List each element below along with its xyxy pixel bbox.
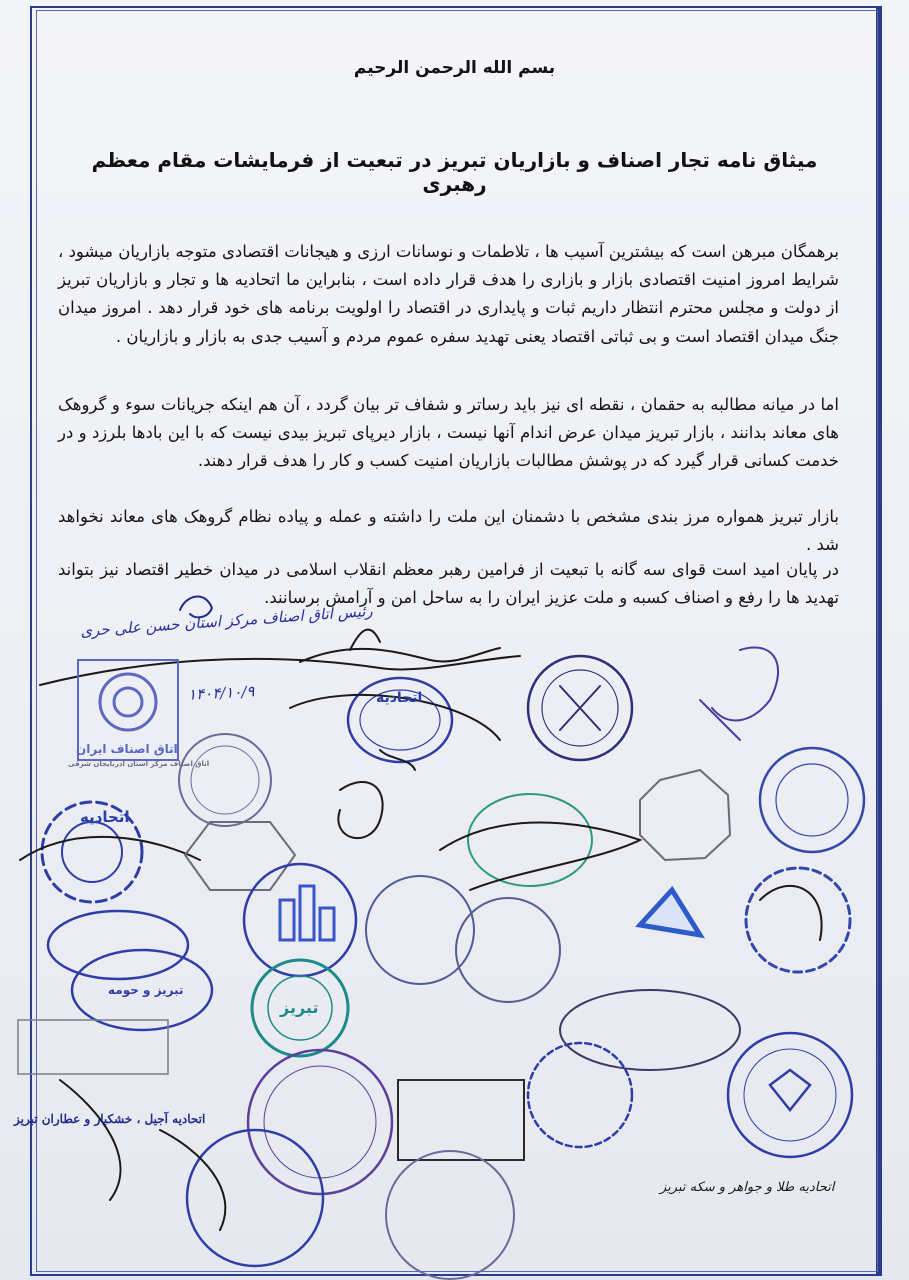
paragraph-3: بازار تبریز همواره مرز بندی مشخص با دشمنان این ملت را داشته و عمله و پیاده نظام گروهک های معاند نخواهد شد . bbox=[58, 507, 839, 555]
document-title: میثاق نامه تجار اصناف و بازاریان تبریز در تبعیت از فرمایشات مقام معظم رهبری bbox=[91, 148, 818, 196]
head-signature: رئیس اتاق اصناف مرکز استان حسن علی حری bbox=[79, 601, 374, 641]
signature-date: ۱۴۰۴/۱۰/۹ bbox=[187, 682, 255, 704]
chamber-stamp-text: اتاق اصناف ایران bbox=[76, 742, 178, 756]
paragraph-1: برهمگان مبرهن است که بیشترین آسیب ها ، تلاطمات و نوسانات ارزی و هیجانات اقتصادی متوجه بازاریان میشود ، شرایط امروز امنیت اقتصادی بازار و بازاری را هدف قرار داده است ، بنابراین ما اتحادیه ها و تجار و بازاریان تبریز از دولت و مجلس محترم انتظار داریم ثبات و پایداری در اقتصاد را اولویت برنامه های خود قرار دهد . امروز میدان جنگ میدان اقتصاد است و بی ثباتی اقتصاد یعنی تهدید سفره عموم مردم و آسیب جدی به بازار و بازاریان . bbox=[58, 242, 839, 346]
tabriz-stamp-text: تبریز bbox=[280, 998, 319, 1017]
paragraph-4: در پایان امید است قوای سه گانه با تبعیت از فرامین رهبر معظم انقلاب اسلامی در میدان خطیر اقتصاد نیز بتواند تهدید ها را رفع و اصناف کسبه و ملت عزیز ایران را به ساحل امن و آرامش برسانند. bbox=[58, 560, 839, 608]
ettehadieh-stamp-text-2: اتحادیه bbox=[80, 808, 130, 826]
bismillah-heading: بسم الله الرحمن الرحیم bbox=[353, 58, 556, 78]
stamps-area bbox=[0, 590, 909, 1280]
ettehadieh-stamp-text: اتحادیه bbox=[376, 690, 423, 706]
tabriz-vajhe-stamp-text: تبریز و حومه bbox=[108, 983, 184, 997]
paragraph-2: اما در میانه مطالبه به حقمان ، نقطه ای نیز باید رساتر و شفاف تر بیان گردد ، آن هم اینکه جریانات سوء و گروهک های معاند بدانند ، بازار تبریز میدان عرض اندام آنها نیست ، بازار دیرپای تبریز بیدی نیست که با این بادها بلرزد و در خدمت کسانی قرار گیرد که در پوشش مطالبات بازاریان امنیت کسب و کار را هدف قرار دهند. bbox=[58, 395, 839, 471]
stamps-illustration bbox=[0, 590, 909, 1280]
chamber-stamp-subtext: اتاق اصناف مرکز استان آذربایجان شرقی bbox=[68, 760, 210, 768]
footer-signature: اتحادیه طلا و جواهر و سکه تبریز bbox=[660, 1180, 835, 1195]
union-note: اتحادیه آجیل ، خشکبار و عطاران تبریز bbox=[14, 1112, 206, 1126]
